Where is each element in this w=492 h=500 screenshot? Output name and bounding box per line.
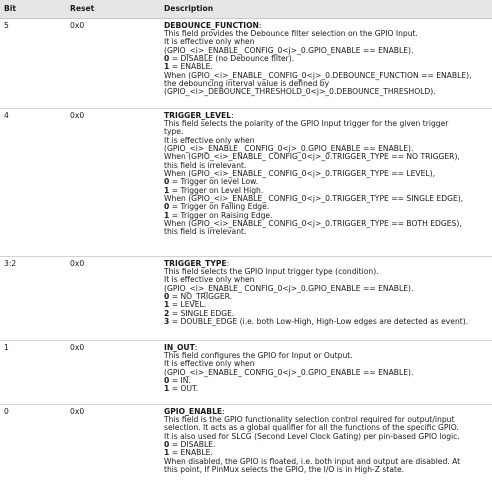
description-line: It is also used for SLCG (Second Level Clock Gating) per pin-based GPIO logic.: [164, 431, 460, 441]
description-cell: [160, 18, 492, 108]
enum-text: = Trigger on level Low.: [169, 177, 259, 187]
description-line: (GPIO_<i>_ENABLE_ CONFIG_0<j>_0.GPIO_ENABLE == ENABLE).: [164, 367, 414, 377]
description-line: this field is irrelevant.: [164, 227, 247, 237]
enum-value: 2: [164, 308, 170, 318]
description-line: (GPIO_<i>_ENABLE_ CONFIG_0<j>_0.GPIO_ENABLE == ENABLE).: [164, 143, 414, 153]
description-line: When (GPIO_<i>_ENABLE_ CONFIG_0<j>_0.DEBOUNCE_FUNCTION == ENABLE),: [164, 70, 472, 80]
description-line: It is effective only when: [164, 275, 255, 285]
enum-value: 1: [164, 384, 170, 394]
description-line: It is effective only when: [164, 135, 255, 145]
table-row: [0, 108, 492, 256]
bit-cell: 4: [0, 108, 66, 256]
bit-cell: 3:2: [0, 256, 66, 340]
description-line: When disabled, the GPIO is floated, i.e. both input and output are disabled. At: [164, 456, 461, 466]
reset-cell: 0x0: [66, 256, 160, 340]
table-row: [0, 256, 492, 340]
enum-value: 0: [164, 375, 170, 385]
enum-value: 1: [164, 300, 170, 310]
enum-value: 1: [164, 185, 170, 195]
description-line: this field is irrelevant.: [164, 160, 247, 170]
description-line: When (GPIO_<i>_ENABLE_ CONFIG_0<j>_0.TRIGGER_TYPE == SINGLE EDGE),: [164, 193, 464, 203]
description-line: (GPIO_<i>_DEBOUNCE_THRESHOLD_0<j>_0.DEBOUNCE_THRESHOLD).: [164, 87, 436, 97]
description-line: This field is the GPIO functionality selection control required for output/input: [164, 414, 455, 424]
description-line: This field selects the GPIO Input trigger type (condition).: [164, 266, 379, 276]
field-name: TRIGGER_TYPE: [164, 258, 227, 268]
enum-text: = DOUBLE_EDGE (i.e. both Low-High, High-Low edges are detected as event).: [169, 316, 469, 326]
description-line: When (GPIO_<i>_ENABLE_ CONFIG_0<j>_0.TRIGGER_TYPE == BOTH EDGES),: [164, 218, 462, 228]
field-name-line: GPIO_ENABLE:: [164, 406, 225, 416]
table-row: [0, 340, 492, 404]
enum-text: = OUT.: [169, 384, 199, 394]
field-name-line: IN_OUT:: [164, 342, 198, 352]
enum-value: 1: [164, 448, 170, 458]
description-line: this point, If PinMux selects the GPIO, the I/O is in High-Z state.: [164, 464, 405, 474]
description-line: It is effective only when: [164, 359, 255, 369]
enum-value: 1: [164, 210, 170, 220]
header-bit: Bit: [0, 0, 66, 18]
table-row: [0, 404, 492, 486]
field-name-line: DEBOUNCE_FUNCTION:: [164, 20, 262, 30]
description-line: [164, 318, 490, 326]
enum-text: = DISABLE (no Debounce filter).: [169, 53, 295, 63]
description-line: [164, 441, 490, 449]
enum-text: = SINGLE EDGE.: [169, 308, 235, 318]
description-cell: [160, 108, 492, 256]
enum-text: = Trigger on Falling Edge.: [169, 202, 270, 212]
enum-text: = Trigger on Level High.: [169, 185, 264, 195]
field-name: DEBOUNCE_FUNCTION: [164, 20, 259, 30]
enum-text: = Trigger on Raising Edge.: [169, 210, 273, 220]
description-line: selection. It acts as a global qualifier for all the functions of the specific GPIO.: [164, 423, 459, 433]
table-header-row: [0, 0, 492, 18]
description-line: This field selects the polarity of the GPIO Input trigger for the given trigger: [164, 118, 449, 128]
header-reset: Reset: [66, 0, 160, 18]
bit-cell: 5: [0, 18, 66, 108]
description-line: (GPIO_<i>_ENABLE_ CONFIG_0<j>_0.GPIO_ENABLE == ENABLE).: [164, 45, 414, 55]
description-line: type.: [164, 127, 184, 137]
enum-value: 0: [164, 291, 170, 301]
enum-text: = NO_TRIGGER.: [169, 291, 233, 301]
field-name-line: TRIGGER_TYPE:: [164, 258, 230, 268]
bit-cell: 1: [0, 340, 66, 404]
description-line: This field provides the Debounce filter selection on the GPIO Input.: [164, 28, 418, 38]
enum-text: = LEVEL.: [169, 300, 207, 310]
reset-cell: 0x0: [66, 340, 160, 404]
description-line: [164, 55, 490, 63]
enum-value: 0: [164, 177, 170, 187]
reset-cell: 0x0: [66, 108, 160, 256]
enum-text: = ENABLE.: [169, 448, 213, 458]
description-line: When (GPIO_<i>_ENABLE_ CONFIG_0<j>_0.TRIGGER_TYPE == LEVEL),: [164, 168, 436, 178]
description-cell: [160, 256, 492, 340]
table-row: [0, 18, 492, 108]
field-name-line: TRIGGER_LEVEL:: [164, 110, 234, 120]
enum-text: = ENABLE.: [169, 62, 213, 72]
header-description: Description: [160, 0, 492, 18]
description-cell: [160, 404, 492, 486]
field-name: TRIGGER_LEVEL: [164, 110, 232, 120]
enum-text: = IN.: [169, 375, 191, 385]
bit-cell: 0: [4, 406, 9, 416]
description-line: It is effective only when: [164, 37, 255, 47]
description-line: [164, 385, 490, 393]
enum-text: = DISABLE.: [169, 439, 216, 449]
description-line: When (GPIO_<i>_ENABLE_ CONFIG_0<j>_0.TRIGGER_TYPE == NO TRIGGER),: [164, 152, 460, 162]
description-line: (GPIO_<i>_ENABLE_ CONFIG_0<j>_0.GPIO_ENABLE == ENABLE).: [164, 283, 414, 293]
field-name: GPIO_ENABLE: [164, 406, 223, 416]
field-name: IN_OUT: [164, 342, 195, 352]
reset-cell: 0x0: [66, 18, 160, 108]
description-line: [164, 293, 490, 301]
enum-value: 1: [164, 62, 170, 72]
description-line: the debouncing interval value is defined by: [164, 78, 330, 88]
enum-value: 0: [164, 439, 170, 449]
enum-value: 0: [164, 202, 170, 212]
description-line: [164, 377, 490, 385]
reset-cell: 0x0: [70, 406, 85, 416]
enum-value: 0: [164, 53, 170, 63]
description-line: This field configures the GPIO for Input or Output.: [164, 350, 353, 360]
enum-value: 3: [164, 316, 170, 326]
description-cell: [160, 340, 492, 404]
